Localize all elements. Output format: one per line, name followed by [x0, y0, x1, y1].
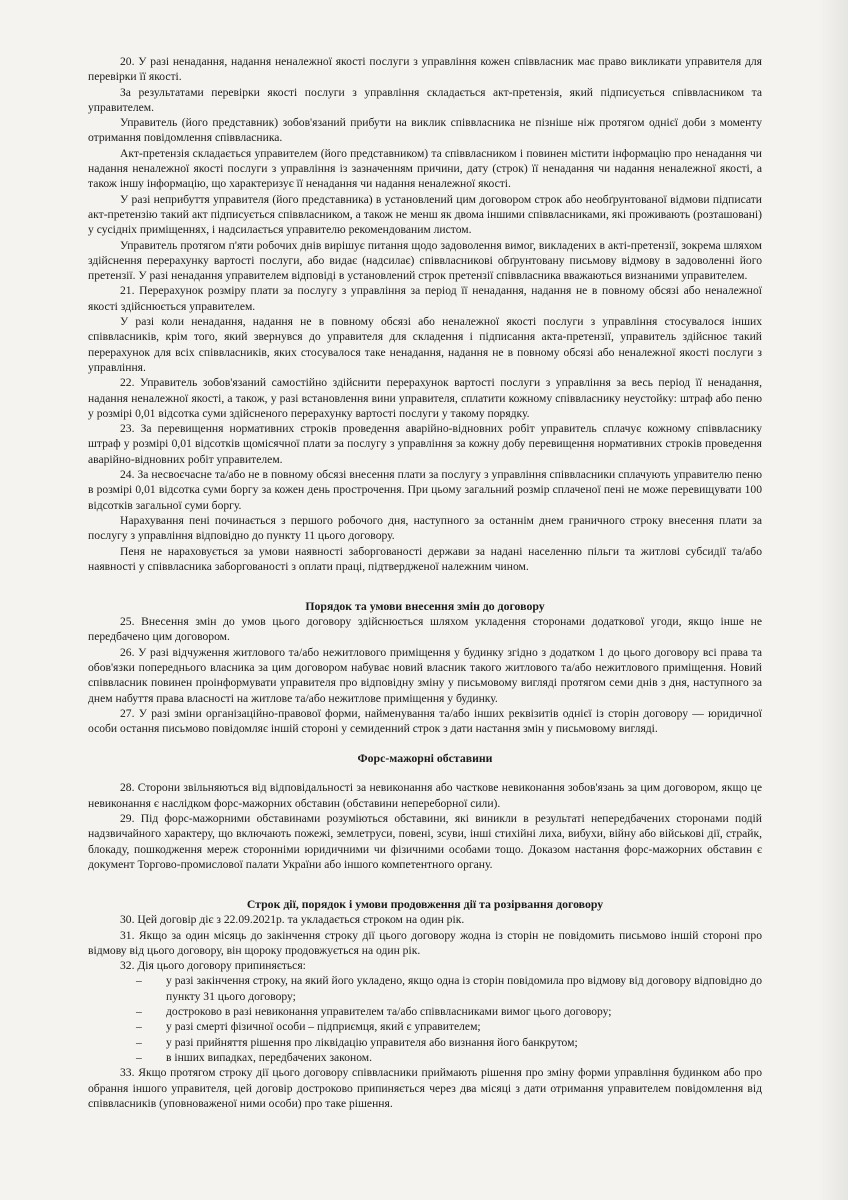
list-item-text: у разі смерті фізичної особи – підприємця, який є управителем; — [166, 1020, 481, 1034]
paragraph-24-no-penalty: Пеня не нараховується за умови наявності заборгованості держави за надані населенню пільги та житлові субсидії та/або наявності у співвласника заборгованості з оплати праці, підтвердженої належним чином. — [88, 544, 762, 573]
list-item — [136, 1035, 762, 1050]
paragraph-20-response: Управитель протягом п'яти робочих днів вирішує питання щодо задоволення вимог, викладених в акті-претензії, зокрема шляхом здійснення перерахунку вартості послуги, або видає (надсилає) співвласникові обґрунтовану письмову відмову в задоволенні його претензії. У разі ненадання управителем відповіді в установлений строк претензії співвласника вважаються визнаними управителем. — [88, 238, 762, 283]
paragraph-32: 32. Дія цього договору припиняється: — [120, 959, 306, 973]
list-item-text: в інших випадках, передбачених законом. — [166, 1050, 373, 1064]
dash-bullet: – — [136, 974, 142, 988]
scan-edge-shadow — [818, 0, 848, 1200]
list-item-text: у разі закінчення строку, на який його укладено, якщо одна із сторін повідомила про відмову від договору відповідно до пункту 31 цього договору; — [166, 974, 762, 1003]
paragraph-26: 26. У разі відчуження житлового та/або нежитлового приміщення у будинку згідно з додатком 1 до цього договору всі права та обов'язки попереднього власника за цим договором набуває новий власник такого житлового та/або нежитлового приміщення. Новий співвласник повинен проінформувати управителя про відповідну зміну у письмовому вигляді протягом семи днів з дня, наступного за днем набуття права власності на житлове та/або нежитлове приміщення у будинку. — [88, 645, 762, 705]
paragraph-20-absence: У разі неприбуття управителя (його представника) в установлений цим договором строк або необґрунтованої відмови підписати акт-претензію такий акт підписується співвласником, а також не менш як двома іншими співвласниками, які проживають (розташовані) у суcідніх приміщеннях, і надсилається управителю рекомендованим листом. — [88, 192, 762, 237]
dash-bullet: – — [136, 1035, 142, 1049]
paragraph-24-accrual: Нарахування пені починається з першого робочого дня, наступного за останнім днем граничного строку внесення плати за послугу з управління відповідно до пункту 11 цього договору. — [88, 513, 762, 543]
section-heading-term: Строк дії, порядок і умови продовження дії та розірвання договору — [246, 897, 604, 912]
paragraph-33: 33. Якщо протягом строку дії цього договору співвласники приймають рішення про зміну форми управління будинком або про обрання іншого управителя, цей договір достроково припиняється через два місяці з дати отримання управителем повідомлення від співвласників (уповноваженої ними особи) про таке рішення. — [88, 1066, 762, 1110]
section-heading-changes: Порядок та умови внесення змін до договору — [305, 599, 545, 614]
paragraph-20: 20. У разі ненадання, надання неналежної якості послуги з управління кожен співвласник має право викликати управителя для перевірки її якості. — [88, 55, 762, 84]
paragraph-31: 31. Якщо за один місяць до закінчення строку дії цього договору жодна із сторін не повідомить письмово іншій стороні про відмову від цього договору, він щороку продовжується на один рік. — [88, 928, 762, 957]
paragraph-20-arrival: Управитель (його представник) зобов'язаний прибути на виклик співвласника не пізніше ніж протягом однієї доби з моменту отримання повідомлення співвласника. — [88, 116, 762, 145]
paragraph-20-results: За результатами перевірки якості послуги з управління складається акт-претензія, який підписується співвласником та управителем. — [88, 85, 762, 114]
list-item — [136, 1019, 762, 1034]
dash-bullet: – — [136, 1050, 142, 1064]
paragraph-20-act: Акт-претензія складається управителем (його представником) та співвласником і повинен містити інформацію про ненадання чи надання неналежної якості послуги з управління із зазначенням причини, дату (строк) її ненадання чи надання неналежної якості, а також іншу інформацію, що характеризує її ненадання чи надання неналежної якості. — [88, 146, 762, 191]
paragraph-27: 27. У разі зміни організаційно-правової форми, найменування та/або інших реквізитів однієї із сторін договору — юридичної особи остання письмово повідомляє іншій стороні у семиденний строк з дати настання змін у письмовому вигляді. — [88, 706, 762, 736]
list-item — [136, 1004, 762, 1019]
dash-bullet: – — [136, 1020, 142, 1034]
list-item-text: достроково в разі невиконання управителем та/або співвласниками вимог цього договору; — [166, 1005, 612, 1019]
list-item — [136, 973, 762, 1004]
list-item-text: у разі прийняття рішення про ліквідацію управителя або визнання його банкрутом; — [166, 1035, 578, 1049]
paragraph-29: 29. Під форс-мажорними обставинами розуміються обставини, які виникли в результаті непередбачених сторонами подій надзвичайного характеру, що включають пожежі, землетруси, повені, зсуви, інші стихійні лиха, вибухи, війну або військові дії, страйк, блокаду, пошкодження мереж сторонніми юридичними чи фізичними особами тощо. Доказом настання форс-мажорних обставин є документ Торгово-промислової палати України або іншого компетентного органу. — [88, 812, 762, 871]
paragraph-23: 23. За перевищення нормативних строків проведення аварійно-відновних робіт управитель сплачує кожному співвласнику штраф у розмірі 0,01 відсотків щомісячної плати за послугу з управління за кожну добу перевищення нормативних строків проведення аварійно-відновних робіт управителем. — [88, 422, 762, 466]
list-item — [136, 1050, 762, 1065]
dash-bullet: – — [136, 1005, 142, 1019]
paragraph-24: 24. За несвоєчасне та/або не в повному обсязі внесення плати за послугу з управління співвласники сплачують управителю пеню в розмірі 0,01 відсотка суми боргу за кожен день прострочення. При цьому загальний розмір сплаченої пені не може перевищувати 100 відсотків загальної суми боргу. — [88, 468, 762, 512]
paragraph-21-others: У разі коли ненадання, надання не в повному обсязі або неналежної якості послуги з управління стосувалося інших співвласників, крім того, який звернувся до управителя для складення і підписання акта-претензії, управитель здійснює такий перерахунок для всіх співвласників, яких стосувалося таке ненадання, надання не в повному обсязі або неналежної якості послуги з управління. — [88, 315, 762, 374]
paragraph-28: 28. Сторони звільняються від відповідальності за невиконання або часткове невиконання зобов'язань за цим договором, якщо це невиконання є наслідком форс-мажорних обставин (обставини непереборної сили). — [88, 781, 762, 810]
paragraph-22: 22. Управитель зобов'язаний самостійно здійснити перерахунок вартості послуги з управління за весь період її ненадання, надання неналежної якості, а також, у разі встановлення вини управителя, сплатити кожному співвласнику неустойку: штраф або пеню у розмірі 0,01 відсотка суми здійсненого перерахунку вартості послуги у такому порядку. — [88, 376, 762, 420]
section-heading-force-majeure: Форс-мажорні обставини — [357, 751, 493, 766]
paragraph-25: 25. Внесення змін до умов цього договору здійснюється шляхом укладення сторонами додаткової угоди, якщо інше не передбачено цим договором. — [88, 615, 762, 644]
paragraph-30: 30. Цей договір діє з 22.09.2021р. та укладається строком на один рік. — [120, 913, 465, 927]
termination-list — [88, 973, 762, 1065]
paragraph-21: 21. Перерахунок розміру плати за послугу з управління за період її ненадання, надання не в повному обсязі або неналежної якості здійснюється управителем. — [88, 284, 762, 313]
